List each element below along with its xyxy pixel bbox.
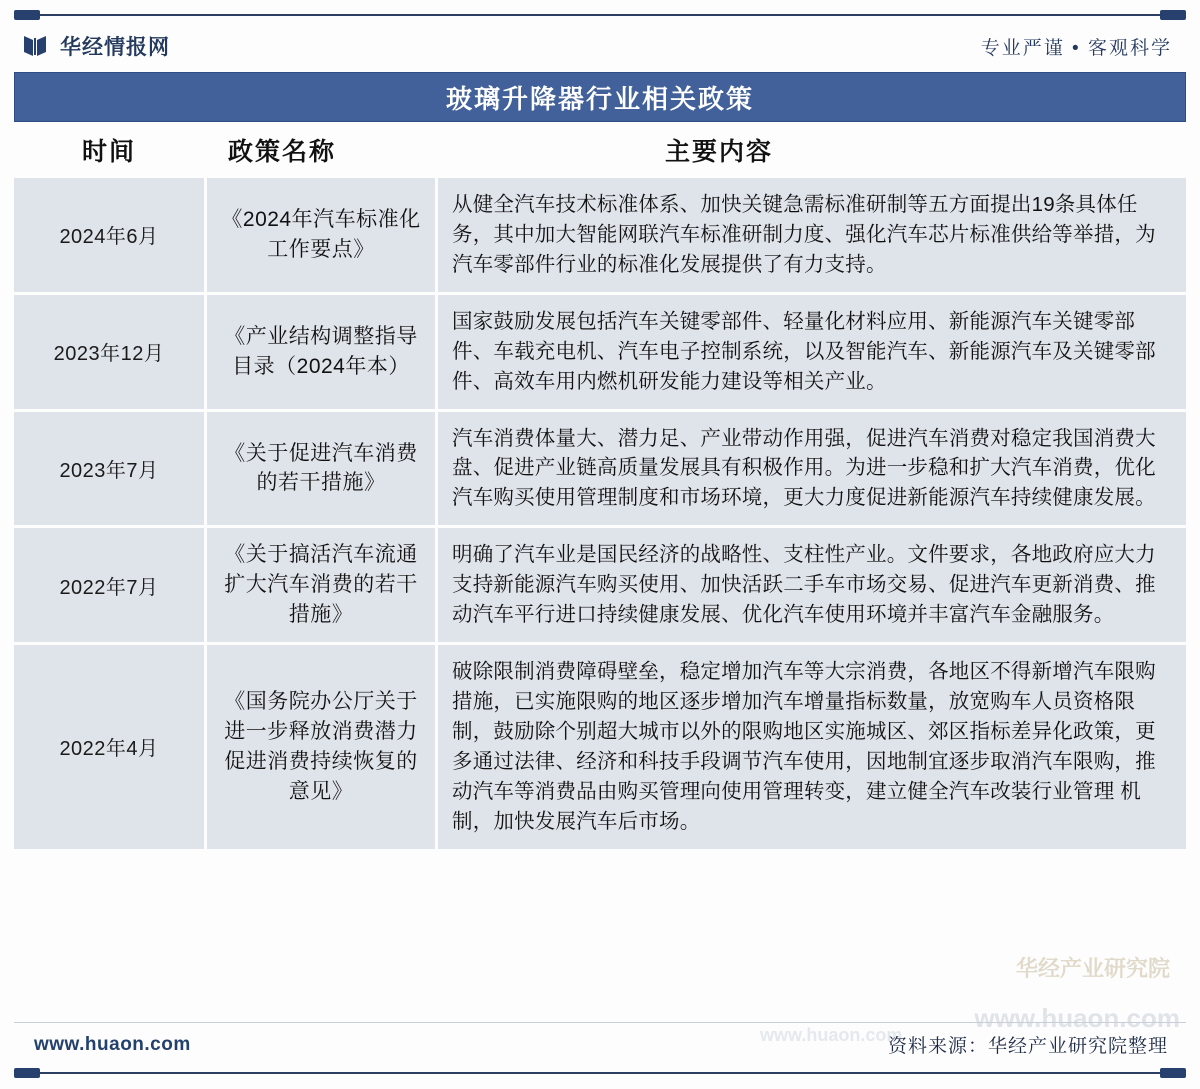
table-row [14, 528, 1186, 642]
brand-lockup [22, 31, 170, 61]
watermark-secondary: 华经产业研究院 [1015, 956, 1170, 981]
cell-policy: 《产业结构调整指导目录（2024年本） [207, 295, 435, 409]
cell-policy: 《关于搞活汽车流通扩大汽车消费的若干措施》 [207, 528, 435, 642]
cell-time: 2023年12月 [14, 295, 204, 409]
brand-tagline: 专业严谨 • 客观科学 [980, 37, 1172, 59]
cell-content: 明确了汽车业是国民经济的战略性、支柱性产业。文件要求，各地政府应大力支持新能源汽车购买使用、加快活跃二手车市场交易、促进汽车更新消费、推动汽车平行进口持续健康发展、优化汽车使用环境并丰富汽车金融服务。 [438, 528, 1186, 642]
rail-cap-right [1160, 1068, 1186, 1078]
footer [14, 1022, 1186, 1066]
cell-content: 国家鼓励发展包括汽车关键零部件、轻量化材料应用、新能源汽车关键零部件、车载充电机、汽车电子控制系统，以及智能汽车、新能源汽车及关键零部件、高效车用内燃机研发能力建设等相关产业。 [438, 295, 1186, 409]
watermark-tertiary: www.huaon.com [760, 1025, 903, 1045]
footer-url[interactable]: www.huaon.com [34, 1033, 191, 1055]
brand-name: 华经情报网 [60, 36, 170, 59]
table-header-row [14, 122, 1186, 178]
policy-table [14, 122, 1186, 852]
cell-content: 从健全汽车技术标准体系、加快关键急需标准研制等五方面提出19条具体任务，其中加大智能网联汽车标准研制力度、强化汽车芯片标准供给等举措，为汽车零部件行业的标准化发展提供了有力支持。 [438, 178, 1186, 292]
column-header-time: 时间 [81, 138, 136, 166]
rail-line [14, 1072, 1186, 1074]
column-header-content: 主要内容 [664, 138, 773, 166]
rail-line [14, 14, 1186, 16]
brand-header [14, 22, 1186, 70]
bottom-decorative-rail [14, 1068, 1186, 1078]
cell-policy: 《国务院办公厅关于进一步释放消费潜力促进消费持续恢复的意见》 [207, 645, 435, 849]
column-header-policy: 政策名称 [228, 138, 337, 166]
watermark-primary: www.huaon.com [974, 1003, 1180, 1033]
cell-content: 汽车消费体量大、潜力足、产业带动作用强，促进汽车消费对稳定我国消费大盘、促进产业链高质量发展具有积极作用。为进一步稳和扩大汽车消费，优化汽车购买使用管理制度和市场环境，更大力度促进新能源汽车持续健康发展。 [438, 412, 1186, 526]
table-row [14, 295, 1186, 409]
cell-time: 2022年7月 [14, 528, 204, 642]
top-decorative-rail [14, 10, 1186, 20]
footer-source: 资料来源：华经产业研究院整理 [887, 1036, 1168, 1057]
title-banner [14, 72, 1186, 122]
rail-cap-left [14, 10, 40, 20]
page-title: 玻璃升降器行业相关政策 [445, 83, 754, 114]
table-row [14, 178, 1186, 292]
cell-time: 2023年7月 [14, 412, 204, 526]
cell-time: 2022年4月 [14, 645, 204, 849]
table-row [14, 645, 1186, 849]
rail-cap-left [14, 1068, 40, 1078]
book-open-icon [22, 33, 48, 59]
table-row [14, 412, 1186, 526]
cell-content: 破除限制消费障碍壁垒，稳定增加汽车等大宗消费，各地区不得新增汽车限购措施，已实施限购的地区逐步增加汽车增量指标数量，放宽购车人员资格限制，鼓励除个别超大城市以外的限购地区实施城区、郊区指标差异化政策，更多通过法律、经济和科技手段调节汽车使用，因地制宜逐步取消汽车限购，推动汽车等消费品由购买管理向使用管理转变，建立健全汽车改装行业管理 机制，加快发展汽车后市场。 [438, 645, 1186, 849]
cell-policy: 《关于促进汽车消费的若干措施》 [207, 412, 435, 526]
cell-time: 2024年6月 [14, 178, 204, 292]
cell-policy: 《2024年汽车标准化工作要点》 [207, 178, 435, 292]
rail-cap-right [1160, 10, 1186, 20]
